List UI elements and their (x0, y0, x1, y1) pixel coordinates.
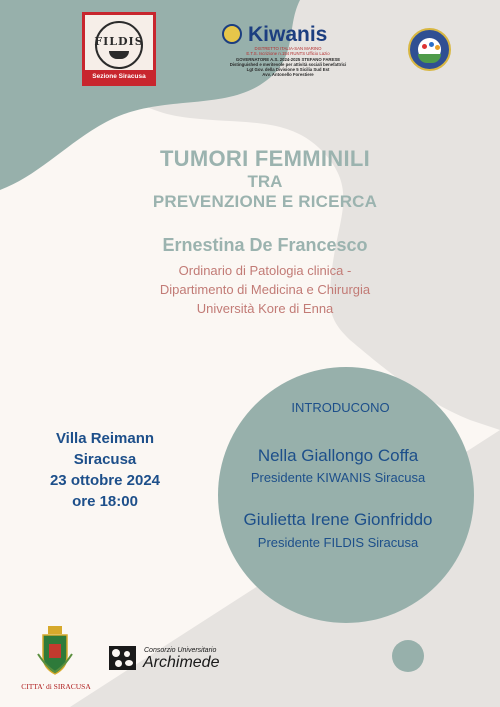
guest-name-1: Nella Giallongo Coffa (257, 446, 419, 465)
kiwanis-registry: E.T.S. Iscrizione n.154 RUNTS Ufficio Lazio (246, 51, 330, 56)
city-label: CITTA' di SIRACUSA (21, 682, 91, 691)
guest-role-2: Presidente FILDIS Siracusa (257, 535, 419, 550)
city-crest-icon (36, 626, 74, 676)
speaker-role-line-1: Ordinario di Patologia clinica - (178, 263, 352, 278)
kiwanis-seal-icon (222, 24, 242, 44)
fildis-word: FILDIS (94, 35, 144, 48)
district-emblem-icon (408, 28, 451, 71)
event-date: 23 ottobre 2024 (49, 472, 161, 489)
venue-city: Siracusa (73, 451, 137, 468)
guest-name-2: Giulietta Irene Gionfriddo (243, 510, 433, 529)
archimede-mark-icon (109, 646, 136, 670)
archimede-consortium: Consorzio Universitario (144, 647, 217, 654)
title-line-3: PREVENZIONE E RICERCA (152, 192, 378, 211)
speaker-role-line-3: Università Kore di Enna (196, 301, 334, 316)
title-line-1: TUMORI FEMMINILI (159, 146, 371, 171)
speaker-role-line-2: Dipartimento di Medicina e Chirurgia (159, 282, 371, 297)
guest-role-1: Presidente KIWANIS Siracusa (250, 470, 426, 485)
small-teal-dot (392, 640, 424, 672)
fildis-logo (82, 12, 156, 86)
title-line-2: TRA (247, 172, 283, 191)
introduction-heading: INTRODUCONO (291, 400, 390, 415)
kiwanis-line4: Distinguished e meritevole per attività sociali benefattrici (229, 62, 347, 67)
kiwanis-district: DISTRETTO ITALIA-SAN MARINO (254, 46, 322, 51)
kiwanis-line5: Lgt Gov. della Divisione 5 Sicilia Sud Est (246, 67, 330, 72)
kiwanis-line6: Avv. Antonello Forestiere (262, 72, 314, 77)
venue-place: Villa Reimann (55, 430, 155, 447)
event-time: ore 18:00 (72, 493, 138, 510)
kiwanis-governor: GOVERNATORE A.S. 2024-2025 STEFANO FARESE (235, 57, 341, 62)
kiwanis-logo (222, 24, 354, 94)
archimede-name: Archimede (143, 654, 220, 671)
kiwanis-name: Kiwanis (248, 23, 328, 46)
speaker-name: Ernestina De Francesco (162, 235, 368, 255)
fildis-section: Sezione Siracusa (85, 70, 153, 83)
